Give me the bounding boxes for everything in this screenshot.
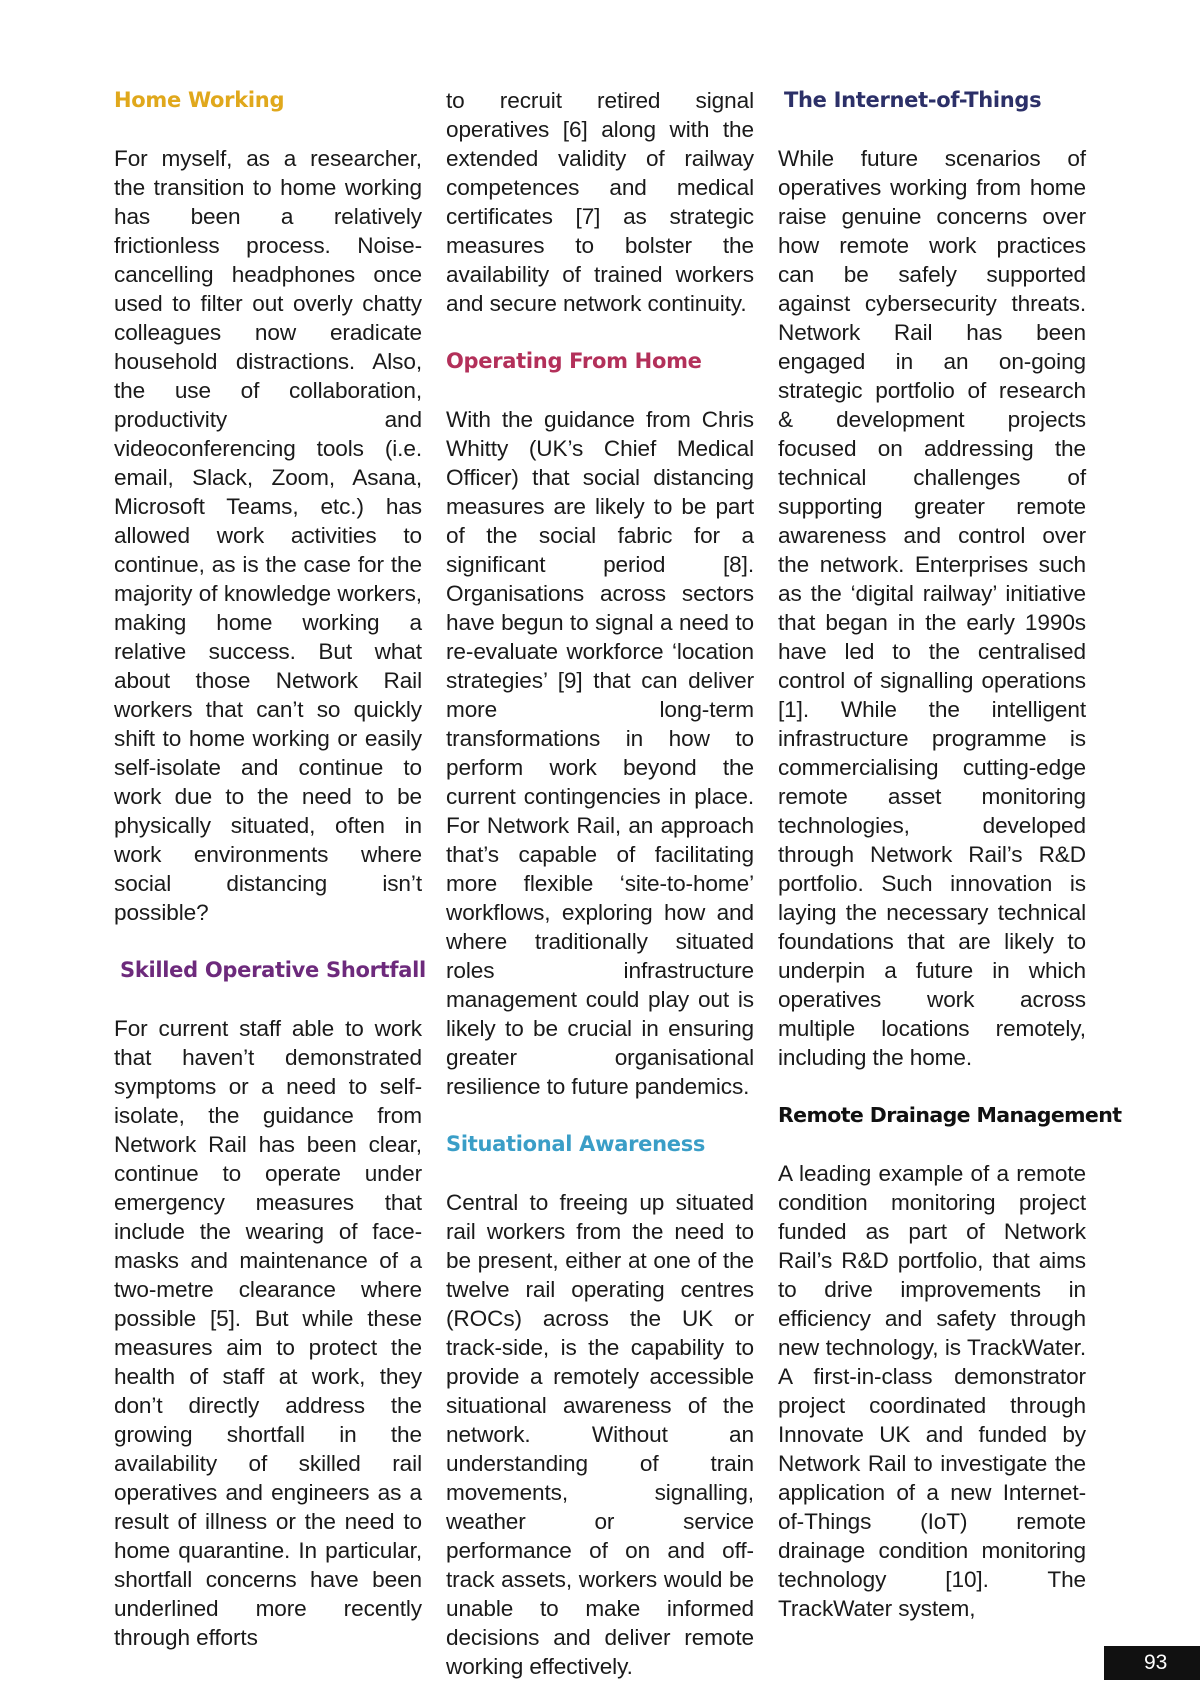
paragraph-remote-drainage-management: A leading example of a remote condition monitoring project funded as part of Network Rail’s R&D portfolio, that aims to drive improvements in efficiency and safety through new technology, is TrackWater. A first-in-class demonstrator project coordinated through Innovate UK and funded by Network Rail to investigate the application of a new Internet-of-Things (IoT) remote drainage condition monitoring technology [10]. The TrackWater system, [778,1161,1086,1621]
column-middle [446,86,754,1681]
heading-situational-awareness: Situational Awareness [446,1132,706,1156]
paragraph-operating-from-home: With the guidance from Chris Whitty (UK’s Chief Medical Officer) that social distancing measures are likely to be part of the social fabric for a significant period [8]. Organisations across sectors have begun to signal a need to re-evaluate workforce ‘location strategies’ [9] that can deliver more long-term transformations in how to perform work beyond the current contingencies in place. For Network Rail, an approach that’s capable of facilitating more flexible ‘site-to-home’ workflows, exploring how and where traditionally situated roles infrastructure management could play out is likely to be crucial in ensuring greater organisational resilience to future pandemics. [446,407,754,1099]
heading-internet-of-things: The Internet-of-Things [784,88,1042,112]
paragraph-skilled-operative-shortfall: For current staff able to work that haven’t demonstrated symptoms or a need to self-isolate, the guidance from Network Rail has been clear, continue to operate under emergency measures that include the wearing of face-masks and maintenance of a two-metre clearance where possible [5]. But while these measures aim to protect the health of staff at work, they don’t directly address the growing shortfall in the availability of skilled rail operatives and engineers as a result of illness or the need to home quarantine. In particular, shortfall concerns have been underlined more recently through efforts [114,1016,422,1650]
page-number: 93 [1104,1646,1200,1680]
heading-remote-drainage-management: Remote Drainage Management [778,1103,1122,1127]
paragraph-situational-awareness: Central to freeing up situated rail workers from the need to be present, either at one of the twelve rail operating centres (ROCs) across the UK or track-side, is the capability to provide a remotely accessible situational awareness of the network. Without an understanding of train movements, signalling, weather or service performance of on and off-track assets, workers would be unable to make informed decisions and deliver remote working effectively. [446,1190,754,1679]
column-left [114,86,426,1652]
paragraph-home-working: For myself, as a researcher, the transition to home working has been a relatively frictionless process. Noise-cancelling headphones once used to filter out overly chatty colleagues now eradicate household distractions. Also, the use of collaboration, productivity and videoconferencing tools (i.e. email, Slack, Zoom, Asana, Microsoft Teams, etc.) has allowed work activities to continue, as is the case for the majority of knowledge workers, making home working a relative success. But what about those Network Rail workers that can’t so quickly shift to home working or easily self-isolate and continue to work due to the need to be physically situated, often in work environments where social distancing isn’t possible? [114,146,422,925]
heading-skilled-operative-shortfall: Skilled Operative Shortfall [120,958,426,982]
paragraph-continued: to recruit retired signal operatives [6] along with the extended validity of railway competences and medical certificates [7] as strategic measures to bolster the availability of trained workers and secure network continuity. [446,88,754,316]
heading-home-working: Home Working [114,88,285,112]
column-right [778,86,1122,1623]
heading-operating-from-home: Operating From Home [446,349,702,373]
paragraph-internet-of-things: While future scenarios of operatives working from home raise genuine concerns over how remote work practices can be safely supported against cybersecurity threats. Network Rail has been engaged in an on-going strategic portfolio of research & development projects focused on addressing the technical challenges of supporting greater remote awareness and control over the network. Enterprises such as the ‘digital railway’ initiative that began in the early 1990s have led to the centralised control of signalling operations [1]. While the intelligent infrastructure programme is commercialising cutting-edge remote asset monitoring technologies, developed through Network Rail’s R&D portfolio. Such innovation is laying the necessary technical foundations that are likely to underpin a future in which operatives work across multiple locations remotely, including the home. [778,146,1086,1070]
